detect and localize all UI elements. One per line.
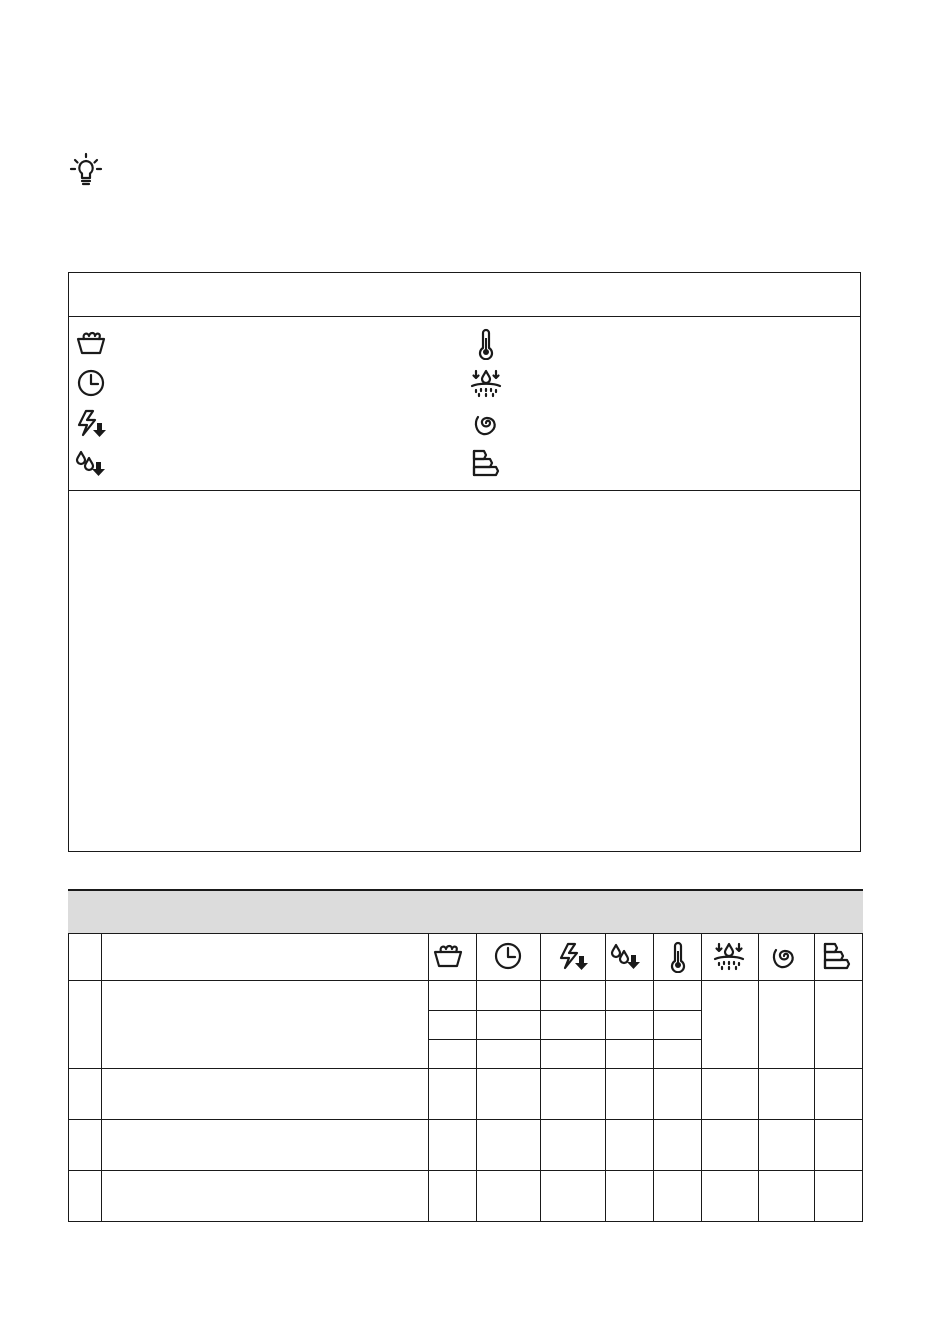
energy-down-icon <box>556 939 590 973</box>
energy-class-icon <box>820 939 854 973</box>
grid-line <box>68 1068 863 1069</box>
grid-line <box>862 933 863 1222</box>
grid-line <box>68 1221 863 1222</box>
laundry-basket-icon <box>431 939 465 973</box>
clock-icon <box>491 939 525 973</box>
grid-line <box>68 933 863 934</box>
legend-header <box>69 273 860 317</box>
grid-line <box>68 980 863 981</box>
grid-line <box>428 933 429 1222</box>
grid-line <box>540 933 541 1222</box>
water-down-icon <box>74 446 108 480</box>
grid-line <box>428 1010 701 1011</box>
grid-line <box>758 933 759 1222</box>
legend-icons <box>69 317 860 491</box>
water-down-icon <box>609 939 643 973</box>
grid-line <box>428 1039 701 1040</box>
grid-line <box>68 1119 863 1120</box>
moisture-icon <box>469 366 503 400</box>
symbol-legend-box <box>68 272 861 852</box>
grid-line <box>476 933 477 1222</box>
grid-line <box>68 933 69 1222</box>
grid-line <box>605 933 606 1222</box>
grid-line <box>101 933 102 1222</box>
grid-line <box>814 933 815 1222</box>
laundry-basket-icon <box>74 326 108 360</box>
energy-down-icon <box>74 406 108 440</box>
lightbulb-icon <box>68 152 104 188</box>
moisture-icon <box>712 939 746 973</box>
thermometer-icon <box>469 326 503 360</box>
grid-line <box>653 933 654 1222</box>
spin-icon <box>767 939 801 973</box>
spin-icon <box>469 406 503 440</box>
grid-line <box>68 1170 863 1171</box>
thermometer-icon <box>661 939 695 973</box>
clock-icon <box>74 366 108 400</box>
table-title-band <box>68 889 863 933</box>
grid-line <box>701 933 702 1222</box>
energy-class-icon <box>469 446 503 480</box>
programme-table <box>68 889 863 1222</box>
